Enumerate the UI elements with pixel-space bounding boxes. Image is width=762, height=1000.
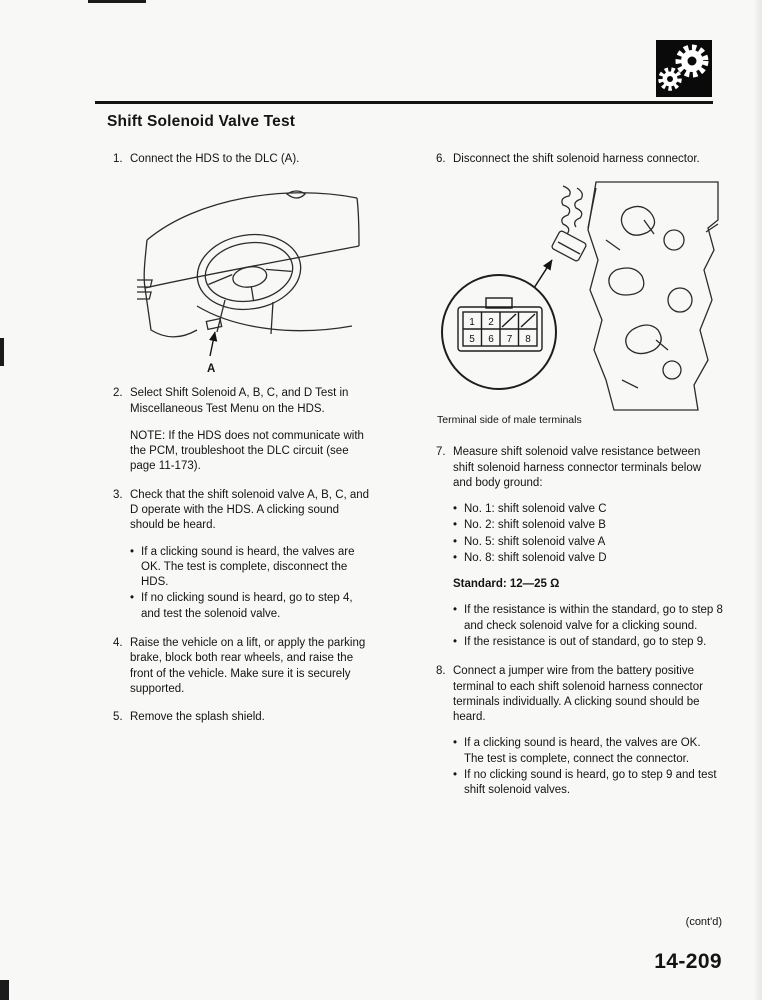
step-7-result: • If the resistance is within the standard, go to step 8 and check solenoid valve for a clicking sound.	[453, 603, 723, 634]
step-3-number: 3.	[113, 488, 123, 501]
step-7-result: • If the resistance is out of standard, go to step 9.	[453, 635, 723, 650]
terminal-6: 6	[488, 334, 494, 346]
step-2-text: Select Shift Solenoid A, B, C, and D Test in Miscellaneous Test Menu on the HDS.	[130, 387, 349, 415]
page-title: Shift Solenoid Valve Test	[107, 113, 296, 130]
step-8-text: Connect a jumper wire from the battery positive terminal to each shift solenoid harness connector terminals individually. A clicking sound should be heard.	[453, 665, 703, 724]
engine-connector-illustration	[436, 180, 722, 413]
continued-marker: (cont'd)	[685, 916, 722, 928]
air-vent	[137, 292, 151, 299]
step-2-number: 2.	[113, 387, 123, 400]
windshield-line	[147, 193, 357, 240]
scan-artifact	[0, 338, 4, 366]
engine-block	[588, 182, 718, 410]
scan-artifact	[88, 0, 146, 3]
gear-small-icon	[661, 70, 679, 88]
gear-large-icon	[679, 48, 705, 74]
step-1-text: Connect the HDS to the DLC (A).	[130, 153, 300, 165]
callout-arrow	[210, 332, 215, 356]
terminal-2: 2	[488, 317, 494, 329]
step-8-number: 8.	[436, 665, 446, 678]
terminal-7: 7	[506, 334, 513, 346]
step-3-bullet: • If a clicking sound is heard, the valves are OK. The test is complete, disconnect the HDS.	[130, 545, 374, 591]
step-5-number: 5.	[113, 711, 123, 724]
step-3	[113, 488, 374, 623]
step-8	[436, 664, 723, 799]
standard-value: Standard: 12—25 Ω	[453, 578, 560, 591]
terminal-mapping: • No. 5: shift solenoid valve A	[453, 535, 723, 550]
step-1	[113, 152, 374, 167]
steering-wheel	[192, 228, 306, 317]
step-3-bullet: • If no clicking sound is heard, go to step 4, and test the solenoid valve.	[130, 591, 374, 622]
figure-caption: Terminal side of male terminals	[437, 414, 582, 427]
right-column	[436, 152, 723, 813]
gears-icon	[656, 40, 712, 97]
step-3-text: Check that the shift solenoid valve A, B, C, and D operate with the HDS. A clicking sound should be heard.	[130, 488, 370, 532]
steering-column	[217, 300, 273, 334]
chapter-logo	[656, 40, 712, 97]
connector-pinout-inset	[442, 275, 556, 389]
callout-arrow	[534, 260, 552, 288]
step-5	[113, 710, 374, 725]
step-8-result: • If no clicking sound is heard, go to step 9 and test shift solenoid valves.	[453, 768, 723, 799]
scan-artifact	[0, 980, 9, 1000]
harness-boot	[562, 186, 583, 234]
step-1-number: 1.	[113, 153, 123, 165]
terminal-mapping: • No. 1: shift solenoid valve C	[453, 502, 723, 517]
scan-artifact	[754, 0, 762, 1000]
step-5-text: Remove the splash shield.	[130, 711, 265, 724]
terminal-8: 8	[525, 334, 531, 346]
step-2-note: NOTE: If the HDS does not communicate with the PCM, troubleshoot the DLC circuit (see page 11-173).	[130, 429, 364, 473]
header-rule	[95, 101, 713, 104]
figure-dashboard-dlc	[137, 180, 374, 376]
step-4	[113, 636, 374, 697]
terminal-mapping: • No. 2: shift solenoid valve B	[453, 518, 723, 533]
step-6-text: Disconnect the shift solenoid harness connector.	[453, 153, 700, 165]
step-4-text: Raise the vehicle on a lift, or apply the parking brake, block both rear wheels, and raise the front of the vehicle. Make sure it is securely supported.	[130, 636, 366, 695]
step-7-number: 7.	[436, 446, 446, 459]
page-number: 14-209	[654, 950, 722, 973]
step-8-result: • If a clicking sound is heard, the valves are OK. The test is complete, connect the connector.	[453, 736, 723, 767]
left-column	[113, 152, 374, 738]
step-7-text: Measure shift solenoid valve resistance between shift solenoid harness connector terminals below and body ground:	[453, 446, 702, 489]
step-7	[436, 445, 723, 651]
step-2	[113, 386, 374, 474]
dashboard-illustration	[137, 180, 363, 376]
terminal-mapping: • No. 8: shift solenoid valve D	[453, 551, 723, 566]
step-6-number: 6.	[436, 153, 446, 165]
step-4-number: 4.	[113, 636, 123, 649]
terminal-1: 1	[469, 317, 475, 329]
solenoid-harness-connector	[551, 230, 587, 262]
step-6	[436, 152, 723, 167]
callout-label-a: A	[207, 363, 216, 376]
figure-harness-connector	[436, 180, 723, 413]
terminal-5: 5	[469, 334, 475, 346]
